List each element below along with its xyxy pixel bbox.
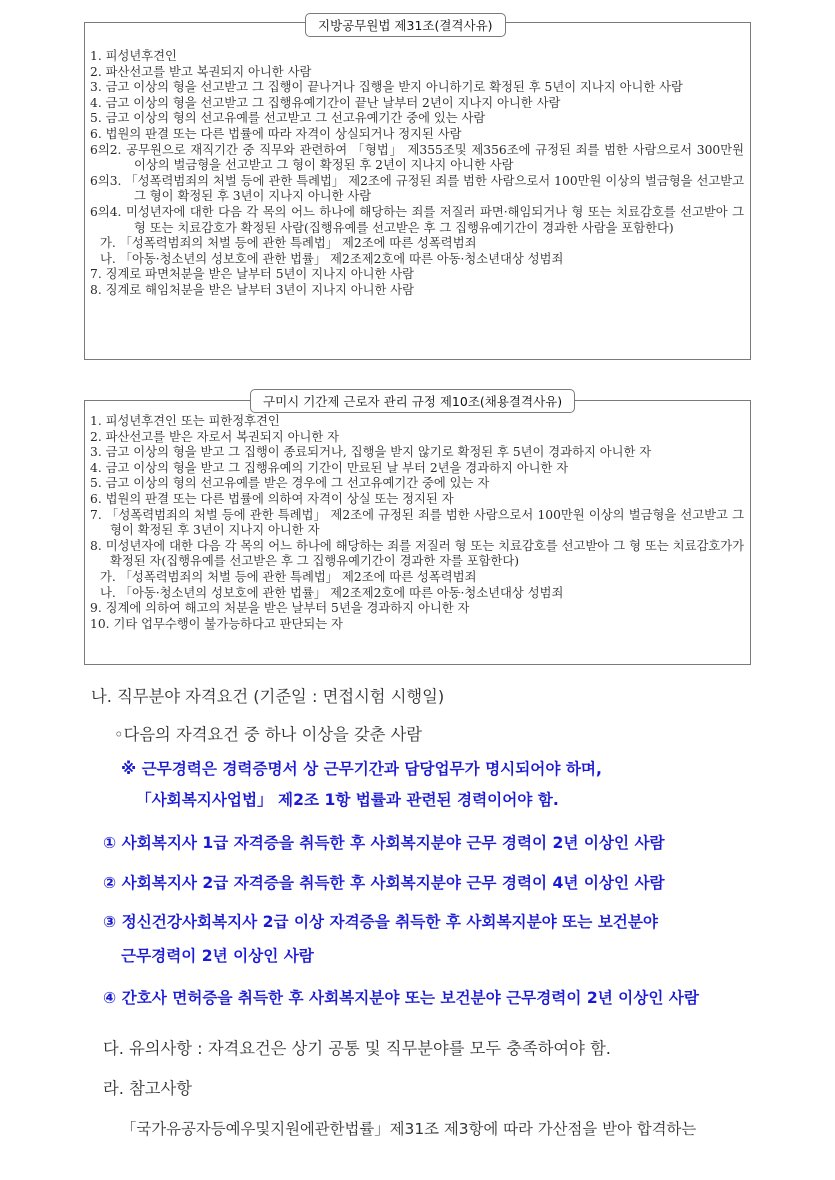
contract-worker-rule-title: 구미시 기간제 근로자 관리 규정 제10조(채용결격사유) [250, 389, 575, 413]
list-item: 7. 「성폭력범죄의 처벌 등에 관한 특례법」 제2조에 규정된 죄를 범한 사람으로서 100만원 이상의 벌금형을 선고받고 그 형이 확정된 후 3년이 지나지 아니한 자 [90, 507, 744, 538]
requirement-1: ① 사회복지사 1급 자격증을 취득한 후 사회복지분야 근무 경력이 2년 이상인 사람 [103, 834, 665, 852]
heading-precautions: 다. 유의사항 : 자격요건은 상기 공통 및 직무분야를 모두 충족하여야 함. [103, 1039, 611, 1058]
list-item: 5. 금고 이상의 형의 선고유예를 받은 경우에 그 선고유예기간 중에 있는 자 [90, 476, 490, 491]
list-item: 4. 금고 이상의 형을 선고받고 그 집행유예기간이 끝난 날부터 2년이 지나지 아니한 사람 [90, 95, 561, 110]
list-item: 나. 「아동·청소년의 성보호에 관한 법률」 제2조제2호에 따른 아동·청소년대상 성범죄 [100, 251, 564, 266]
requirement-4: ④ 간호사 면허증을 취득한 후 사회복지분야 또는 보건분야 근무경력이 2년 이상인 사람 [103, 989, 699, 1007]
list-item: 6. 법원의 판결 또는 다른 법률에 의하여 자격이 상실 또는 정지된 자 [90, 491, 454, 506]
list-item: 2. 파산선고를 받은 자로서 복권되지 아니한 자 [90, 429, 340, 444]
list-item: 8. 미성년자에 대한 다음 각 목의 어느 하나에 해당하는 죄를 저질러 형 또는 치료감호를 선고받아 그 형 또는 치료감호가가 확정된 자(집행유예를 선고받은 후 그 집행유예기간이 경과한 자를 포함한다) [90, 538, 744, 569]
civil-service-law-title: 지방공무원법 제31조(결격사유) [305, 13, 506, 37]
qualification-bullet: ◦다음의 자격요건 중 하나 이상을 갖춘 사람 [114, 725, 423, 744]
list-item: 4. 금고 이상의 형을 받고 그 집행유예의 기간이 만료된 날 부터 2년을 경과하지 아니한 자 [90, 460, 569, 475]
list-item: 가. 「성폭력범죄의 처벌 등에 관한 특례법」 제2조에 따른 성폭력범죄 [100, 569, 477, 584]
list-item: 6. 법원의 판결 또는 다른 법률에 따라 자격이 상실되거나 정지된 사람 [90, 126, 462, 141]
list-item: 1. 피성년후견인 또는 피한정후견인 [90, 414, 280, 428]
list-item: 나. 「아동·청소년의 성보호에 관한 법률」 제2조제2호에 따른 아동·청소년대상 성범죄 [100, 585, 564, 600]
list-item: 9. 징계에 의하여 해고의 처분을 받은 날부터 5년을 경과하지 아니한 자 [90, 601, 470, 616]
contract-worker-rule-box [84, 394, 751, 665]
heading-references: 라. 참고사항 [103, 1079, 192, 1098]
list-item: 7. 징계로 파면처분을 받은 날부터 5년이 지나지 아니한 사람 [90, 267, 415, 282]
requirement-2: ② 사회복지사 2급 자격증을 취득한 후 사회복지분야 근무 경력이 4년 이상인 사람 [103, 874, 665, 892]
list-item: 3. 금고 이상의 형을 선고받고 그 집행이 끝나거나 집행을 받지 아니하기로 확정된 후 5년이 지나지 아니한 사람 [90, 80, 683, 95]
contract-worker-rule-list [90, 414, 744, 632]
civil-service-law-box [84, 18, 751, 360]
list-item: 6의3. 「성폭력범죄의 처벌 등에 관한 특례법」 제2조에 규정된 죄를 범한 사람으로서 100만원 이상의 벌금형을 선고받고 그 형이 확정된 후 3년이 지나지 아니한 사람 [90, 173, 744, 204]
list-item: 5. 금고 이상의 형의 선고유예를 선고받고 그 선고유예기간 중에 있는 사람 [90, 111, 486, 126]
career-note-line1: ※ 근무경력은 경력증명서 상 근무기간과 담당업무가 명시되어야 하며, [121, 760, 602, 778]
requirement-3-line1: ③ 정신건강사회복지사 2급 이상 자격증을 취득한 후 사회복지분야 또는 보건분야 [103, 913, 658, 931]
list-item: 6의4. 미성년자에 대한 다음 각 목의 어느 하나에 해당하는 죄를 저질러 파면·해임되거나 형 또는 치료감호를 선고받아 그 형 또는 치료감호가 확정된 사람(집행유예를 선고받은 후 그 집행유예기간이 경과한 사람을 포함한다) [90, 204, 744, 235]
list-item: 1. 피성년후견인 [90, 49, 177, 63]
list-item: 3. 금고 이상의 형을 받고 그 집행이 종료되거나, 집행을 받지 않기로 확정된 후 5년이 경과하지 아니한 자 [90, 445, 652, 460]
list-item: 가. 「성폭력범죄의 처벌 등에 관한 특례법」 제2조에 따른 성폭력범죄 [100, 236, 477, 251]
veterans-law-note: 「국가유공자등예우및지원에관한법률」제31조 제3항에 따라 가산점을 받아 합격하는 [121, 1120, 697, 1138]
career-note-line2: 「사회복지사업법」 제2조 1항 법률과 관련된 경력이어야 함. [136, 791, 559, 809]
requirement-3-line2: 근무경력이 2년 이상인 사람 [121, 947, 314, 965]
list-item: 2. 파산선고를 받고 복권되지 아니한 사람 [90, 64, 312, 79]
list-item: 8. 징계로 해임처분을 받은 날부터 3년이 지나지 아니한 사람 [90, 282, 415, 297]
list-item: 10. 기타 업무수행이 불가능하다고 판단되는 자 [90, 616, 343, 631]
civil-service-law-list [90, 49, 744, 299]
list-item: 6의2. 공무원으로 재직기간 중 직무와 관련하여 「형법」 제355조및 제356조에 규정된 죄를 범한 사람으로서 300만원 이상의 벌금형을 선고받고 그 형이 확정된 후 2년이 지나지 아니한 사람 [90, 142, 744, 173]
heading-job-qualification: 나. 직무분야 자격요건 (기준일 : 면접시험 시행일) [91, 687, 445, 706]
